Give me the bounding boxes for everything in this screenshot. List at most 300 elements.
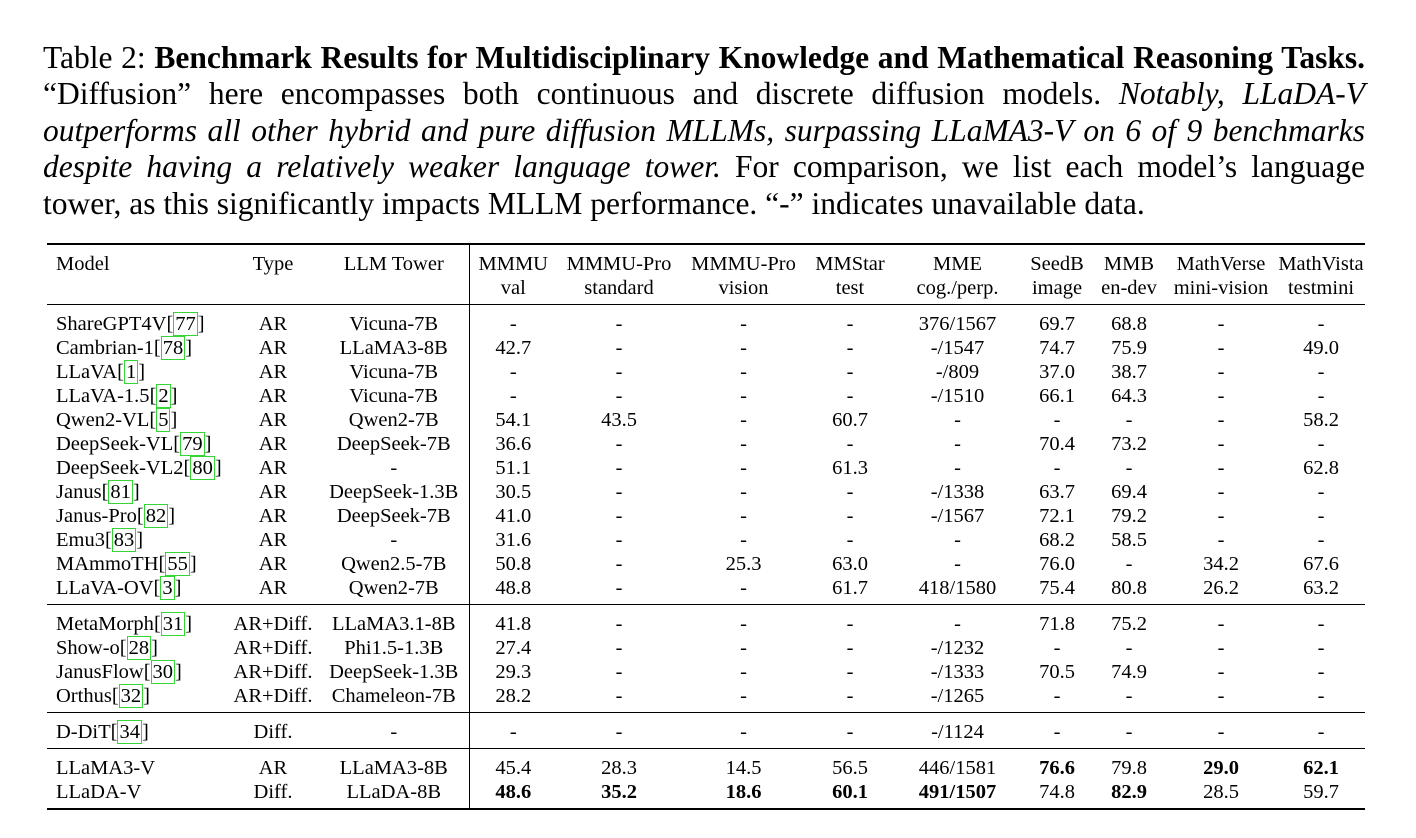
header-metric-line2: testmini	[1287, 277, 1355, 299]
header-metric-4	[894, 244, 1021, 305]
model-name-cell: MAmmoTH[55]	[56, 553, 197, 575]
metric-value: -	[954, 529, 961, 551]
metric-value: 58.2	[1303, 409, 1339, 431]
table-row	[47, 713, 1365, 749]
model-name: Janus	[56, 481, 102, 503]
metric-value: -	[1217, 721, 1225, 743]
table-group-2	[47, 713, 1365, 749]
metric-value: -	[1053, 721, 1061, 743]
metric-value: -	[1217, 505, 1225, 527]
model-name-cell: DeepSeek-VL[79]	[56, 433, 212, 455]
model-name-cell: D-DiT[34]	[56, 721, 149, 743]
metric-value: 61.3	[832, 457, 868, 479]
citation-link[interactable]: 34	[119, 721, 140, 743]
metric-value: 14.5	[725, 757, 762, 779]
citation-link[interactable]: 2	[158, 385, 169, 407]
benchmark-table-container	[47, 243, 1365, 810]
metric-value: -	[1217, 481, 1225, 503]
header-metric-line2: cog./perp.	[916, 277, 999, 299]
model-type: AR	[258, 409, 288, 431]
metric-value: -	[740, 505, 747, 527]
metric-value: -	[1317, 433, 1325, 455]
model-name: DeepSeek-VL	[56, 433, 174, 455]
metric-value: -	[615, 481, 623, 503]
metric-value: 48.6	[495, 781, 532, 803]
metric-value: -	[615, 721, 623, 743]
model-name: Emu3	[56, 529, 105, 551]
llm-tower: Chameleon-7B	[319, 684, 469, 713]
metric-value: -	[615, 661, 623, 683]
metric-value: -	[615, 505, 623, 527]
metric-value: -	[1317, 685, 1325, 707]
table-header	[47, 244, 1365, 305]
metric-value: -	[846, 529, 854, 551]
table-row	[47, 528, 1365, 552]
metric-value: 26.2	[1203, 577, 1239, 599]
metric-value: -	[740, 361, 747, 383]
metric-value: -	[509, 313, 517, 335]
metric-value: -	[846, 481, 854, 503]
metric-value: -	[1125, 685, 1133, 707]
citation-link[interactable]: 83	[113, 529, 135, 551]
header-metric-line1: MathVista	[1278, 253, 1364, 275]
metric-value: -	[1053, 457, 1061, 479]
model-name: Cambrian-1	[56, 337, 154, 359]
metric-value: 70.4	[1039, 433, 1075, 455]
llm-tower: -	[319, 456, 469, 480]
metric-value: -	[846, 433, 854, 455]
header-metric-line1: MMB	[1103, 253, 1155, 275]
metric-value: -	[740, 637, 747, 659]
model-name: Janus-Pro	[56, 505, 137, 527]
model-name-cell: Janus[81]	[56, 481, 140, 503]
model-name: ShareGPT4V	[56, 313, 167, 335]
metric-value: 79.2	[1111, 505, 1147, 527]
table-group-3	[47, 749, 1365, 810]
caption-label: Table 2:	[43, 40, 155, 75]
metric-value: 74.7	[1039, 337, 1075, 359]
metric-value: -	[740, 577, 747, 599]
metric-value: -	[1217, 613, 1225, 635]
metric-value: 48.8	[495, 577, 532, 599]
metric-value: -	[615, 457, 623, 479]
model-name-cell: Qwen2-VL[5]	[56, 409, 178, 431]
metric-value: -	[1317, 721, 1325, 743]
llm-tower: Vicuna-7B	[319, 384, 469, 408]
model-name-cell: LLaVA[1]	[56, 361, 146, 383]
table-row	[47, 576, 1365, 605]
metric-value: 67.6	[1303, 553, 1339, 575]
metric-value: -	[954, 409, 961, 431]
model-name-cell: ShareGPT4V[77]	[56, 313, 205, 335]
header-type: Type	[252, 253, 294, 275]
table-row	[47, 360, 1365, 384]
model-name-cell: Show-o[28]	[56, 637, 158, 659]
metric-value: -	[615, 361, 623, 383]
citation-link[interactable]: 80	[192, 457, 213, 479]
header-metric-line2: standard	[584, 277, 654, 299]
model-type: AR	[258, 577, 288, 599]
metric-value: 69.7	[1039, 313, 1075, 335]
table-row	[47, 408, 1365, 432]
model-name-cell: Emu3[83]	[56, 529, 144, 551]
metric-value: -	[740, 385, 747, 407]
model-type: AR	[258, 313, 288, 335]
metric-value: -/1510	[930, 385, 985, 407]
model-type: AR	[258, 505, 288, 527]
metric-value: -	[1217, 433, 1225, 455]
metric-value: -	[1317, 505, 1325, 527]
metric-value: 30.5	[495, 481, 532, 503]
caption-italic-sentence: Notably, LLaDA-V outperforms all other hybrid and pure diffusion MLLMs, surpassing LLaMA3-V on 6 of 9 benchmarks despite having a relatively weaker language tower.	[43, 76, 1366, 185]
metric-value: 49.0	[1303, 337, 1339, 359]
metric-value: 27.4	[495, 637, 532, 659]
llm-tower: DeepSeek-1.3B	[319, 480, 469, 504]
citation-link[interactable]: 1	[125, 361, 137, 383]
metric-value: -	[740, 685, 747, 707]
metric-value: -	[1217, 685, 1225, 707]
metric-value: -	[740, 481, 747, 503]
metric-value: -/1338	[930, 481, 985, 503]
model-type: AR	[258, 481, 288, 503]
metric-value: 73.2	[1111, 433, 1147, 455]
citation-link[interactable]: 78	[162, 337, 184, 359]
metric-value: -/1232	[930, 637, 985, 659]
metric-value: -	[954, 433, 961, 455]
metric-value: 82.9	[1111, 781, 1147, 803]
metric-value: -/1124	[931, 721, 984, 743]
model-name: D-DiT	[56, 721, 111, 743]
citation-link[interactable]: 28	[128, 637, 150, 659]
metric-value: -	[615, 433, 623, 455]
table-row	[47, 636, 1365, 660]
metric-value: -	[615, 613, 623, 635]
table-row	[47, 456, 1365, 480]
header-metric-line2: test	[835, 277, 865, 299]
table-row	[47, 660, 1365, 684]
metric-value: -	[954, 457, 961, 479]
llm-tower: Vicuna-7B	[319, 305, 469, 337]
metric-value: -	[846, 505, 854, 527]
header-metric-7	[1165, 244, 1277, 305]
metric-value: -	[1053, 409, 1061, 431]
metric-value: 491/1507	[918, 781, 997, 803]
metric-value: -	[1317, 661, 1325, 683]
citation-link[interactable]: 32	[120, 685, 142, 707]
table-row	[47, 305, 1365, 337]
header-metric-line2: en-dev	[1101, 277, 1157, 299]
citation-link[interactable]: 31	[162, 613, 184, 635]
metric-value: -	[615, 529, 623, 551]
metric-value: 76.6	[1039, 757, 1075, 779]
metric-value: -	[1317, 481, 1325, 503]
metric-value: 75.2	[1111, 613, 1147, 635]
metric-value: 71.8	[1039, 613, 1075, 635]
metric-value: -	[1317, 385, 1325, 407]
metric-value: -	[846, 613, 854, 635]
model-type: AR+Diff.	[233, 685, 313, 707]
llm-tower: Vicuna-7B	[319, 360, 469, 384]
metric-value: 66.1	[1039, 385, 1075, 407]
metric-value: -/1265	[930, 685, 985, 707]
header-llm-tower: LLM Tower	[319, 244, 469, 305]
citation-link[interactable]: 55	[167, 553, 188, 575]
metric-value: -	[740, 661, 747, 683]
metric-value: -	[1125, 457, 1133, 479]
metric-value: -	[740, 721, 747, 743]
metric-value: 35.2	[601, 781, 637, 803]
model-name-cell: MetaMorph[31]	[56, 613, 193, 635]
benchmark-table	[47, 243, 1365, 810]
metric-value: 25.3	[725, 553, 762, 575]
llm-tower: -	[319, 713, 469, 749]
metric-value: -	[846, 637, 854, 659]
metric-value: -	[1317, 529, 1325, 551]
metric-value: 56.5	[832, 757, 868, 779]
header-row	[47, 244, 1365, 305]
metric-value: 31.6	[495, 529, 532, 551]
model-type: AR+Diff.	[233, 661, 313, 683]
metric-value: -	[740, 433, 747, 455]
metric-value: 42.7	[495, 337, 532, 359]
metric-value: 61.7	[832, 577, 868, 599]
metric-value: -	[846, 313, 854, 335]
citation-link[interactable]: 30	[152, 661, 174, 683]
metric-value: 70.5	[1039, 661, 1075, 683]
table-row	[47, 432, 1365, 456]
metric-value: -	[740, 457, 747, 479]
model-type: Diff.	[253, 721, 293, 743]
metric-value: -	[1217, 529, 1225, 551]
model-name-cell: Orthus[32]	[56, 685, 150, 707]
metric-value: 74.8	[1039, 781, 1075, 803]
metric-value: 50.8	[495, 553, 532, 575]
metric-value: -	[1317, 637, 1325, 659]
metric-value: 80.8	[1111, 577, 1147, 599]
table-row	[47, 780, 1365, 809]
table-row	[47, 504, 1365, 528]
metric-value: -	[1053, 637, 1061, 659]
metric-value: -	[615, 577, 623, 599]
metric-value: -	[509, 721, 517, 743]
header-metric-line2: mini-vision	[1173, 277, 1269, 299]
table-row	[47, 605, 1365, 637]
metric-value: 60.1	[832, 781, 868, 803]
llm-tower: Qwen2-7B	[319, 408, 469, 432]
model-type: AR+Diff.	[233, 637, 313, 659]
llm-tower: LLaMA3-8B	[319, 749, 469, 781]
metric-value: 75.9	[1111, 337, 1147, 359]
header-metric-line1: MMMU-Pro	[566, 253, 672, 275]
metric-value: 36.6	[495, 433, 532, 455]
table-group-1	[47, 605, 1365, 713]
llm-tower: -	[319, 528, 469, 552]
model-name: MAmmoTH	[56, 553, 159, 575]
header-metric-2	[681, 244, 806, 305]
metric-value: 43.5	[601, 409, 637, 431]
metric-value: 29.3	[495, 661, 532, 683]
model-type: AR	[258, 553, 288, 575]
metric-value: -	[1217, 337, 1225, 359]
model-name: LLaVA	[56, 361, 118, 383]
metric-value: 54.1	[495, 409, 532, 431]
metric-value: -	[1317, 313, 1325, 335]
model-name: MetaMorph	[56, 613, 154, 635]
header-metric-5	[1021, 244, 1093, 305]
table-group-0	[47, 305, 1365, 605]
model-name: LLaMA3-V	[56, 757, 156, 779]
metric-value: -	[615, 313, 623, 335]
model-type: AR	[258, 385, 288, 407]
llm-tower: LLaMA3.1-8B	[319, 605, 469, 637]
metric-value: 64.3	[1111, 385, 1147, 407]
metric-value: 418/1580	[918, 577, 997, 599]
model-name: JanusFlow	[56, 661, 144, 683]
metric-value: 28.3	[601, 757, 637, 779]
model-name: LLaDA-V	[56, 781, 142, 803]
table-row	[47, 552, 1365, 576]
metric-value: -	[846, 361, 854, 383]
metric-value: 75.4	[1039, 577, 1075, 599]
header-metric-line2: val	[500, 277, 526, 299]
metric-value: 34.2	[1203, 553, 1239, 575]
header-model: Model	[56, 253, 110, 275]
model-name-cell: Cambrian-1[78]	[56, 337, 193, 359]
metric-value: 58.5	[1111, 529, 1147, 551]
header-metric-8	[1277, 244, 1365, 305]
table-row	[47, 749, 1365, 781]
header-metric-0	[469, 244, 557, 305]
citation-link[interactable]: 79	[182, 433, 203, 455]
metric-value: 76.0	[1039, 553, 1075, 575]
model-name-cell	[47, 749, 227, 781]
metric-value: -	[740, 529, 747, 551]
metric-value: 68.2	[1039, 529, 1075, 551]
citation-link[interactable]: 5	[158, 409, 169, 431]
metric-value: 29.0	[1203, 757, 1239, 779]
metric-value: 51.1	[495, 457, 532, 479]
model-type: AR	[258, 433, 288, 455]
metric-value: 37.0	[1039, 361, 1075, 383]
llm-tower: DeepSeek-1.3B	[319, 660, 469, 684]
model-name-cell: Janus-Pro[82]	[56, 505, 176, 527]
header-metric-1	[557, 244, 681, 305]
metric-value: -	[1217, 385, 1225, 407]
metric-value: 41.0	[495, 505, 532, 527]
metric-value: -	[1125, 721, 1133, 743]
metric-value: -	[615, 685, 623, 707]
model-name: LLaVA-OV	[56, 577, 154, 599]
metric-value: 63.0	[832, 553, 868, 575]
header-metric-line1: MMMU-Pro	[691, 253, 796, 275]
table-row	[47, 684, 1365, 713]
metric-value: 62.8	[1303, 457, 1339, 479]
caption-sentence-2: For comparison, we list each model’s language tower, as this significantly impacts MLLM performance. “-” indicates unavailable data.	[43, 149, 1365, 221]
model-name-cell: LLaVA-1.5[2]	[56, 385, 178, 407]
header-metric-line1: MathVerse	[1176, 253, 1266, 275]
header-metric-line1: MMMU	[478, 253, 548, 275]
header-metric-line2: vision	[718, 277, 769, 299]
metric-value: -	[954, 613, 961, 635]
metric-value: -/809	[935, 361, 980, 383]
header-metric-line1: SeedB	[1030, 253, 1084, 275]
metric-value: 28.2	[495, 685, 532, 707]
metric-value: -	[846, 685, 854, 707]
metric-value: -	[846, 721, 854, 743]
llm-tower: Qwen2.5-7B	[319, 552, 469, 576]
metric-value: 28.5	[1203, 781, 1239, 803]
model-type: AR	[258, 529, 288, 551]
citation-link[interactable]: 77	[175, 313, 196, 335]
metric-value: -	[509, 361, 517, 383]
citation-link[interactable]: 82	[145, 505, 167, 527]
metric-value: 68.8	[1111, 313, 1147, 335]
metric-value: 45.4	[495, 757, 532, 779]
header-metric-6	[1093, 244, 1165, 305]
header-metric-3	[806, 244, 894, 305]
model-name: Orthus	[56, 685, 112, 707]
header-metric-line2: image	[1031, 277, 1083, 299]
metric-value: -	[615, 385, 623, 407]
metric-value: -	[509, 385, 517, 407]
metric-value: -/1567	[930, 505, 985, 527]
table-row	[47, 384, 1365, 408]
model-name: DeepSeek-VL2	[56, 457, 184, 479]
model-type: AR	[258, 457, 288, 479]
metric-value: 62.1	[1303, 757, 1339, 779]
model-type: AR	[258, 757, 288, 779]
metric-value: -	[1317, 613, 1325, 635]
model-name: Qwen2-VL	[56, 409, 150, 431]
metric-value: -	[846, 385, 854, 407]
metric-value: 69.4	[1111, 481, 1147, 503]
metric-value: -	[1317, 361, 1325, 383]
model-type: Diff.	[253, 781, 293, 803]
table-row	[47, 480, 1365, 504]
metric-value: 72.1	[1039, 505, 1075, 527]
metric-value: -	[615, 637, 623, 659]
metric-value: 446/1581	[918, 757, 997, 779]
header-metric-line1: MME	[933, 253, 982, 275]
metric-value: 74.9	[1111, 661, 1147, 683]
llm-tower: LLaMA3-8B	[319, 336, 469, 360]
metric-value: -/1547	[930, 337, 985, 359]
metric-value: -	[846, 661, 854, 683]
metric-value: -	[1217, 409, 1225, 431]
metric-value: -	[1217, 361, 1225, 383]
llm-tower: Qwen2-7B	[319, 576, 469, 605]
model-type: AR+Diff.	[233, 613, 313, 635]
metric-value: -	[1217, 637, 1225, 659]
citation-link[interactable]: 81	[110, 481, 131, 503]
metric-value: 79.8	[1111, 757, 1147, 779]
header-metric-line1: MMStar	[815, 253, 885, 275]
metric-value: 41.8	[495, 613, 532, 635]
metric-value: -	[1217, 457, 1225, 479]
metric-value: 63.7	[1039, 481, 1075, 503]
metric-value: -/1333	[930, 661, 985, 683]
metric-value: -	[740, 313, 747, 335]
llm-tower: DeepSeek-7B	[319, 504, 469, 528]
model-name-cell	[47, 780, 227, 809]
citation-link[interactable]: 3	[162, 577, 173, 599]
metric-value: 59.7	[1303, 781, 1339, 803]
llm-tower: LLaDA-8B	[319, 780, 469, 809]
metric-value: -	[615, 337, 623, 359]
metric-value: 376/1567	[918, 313, 997, 335]
model-name-cell: JanusFlow[30]	[56, 661, 182, 683]
metric-value: 60.7	[832, 409, 868, 431]
